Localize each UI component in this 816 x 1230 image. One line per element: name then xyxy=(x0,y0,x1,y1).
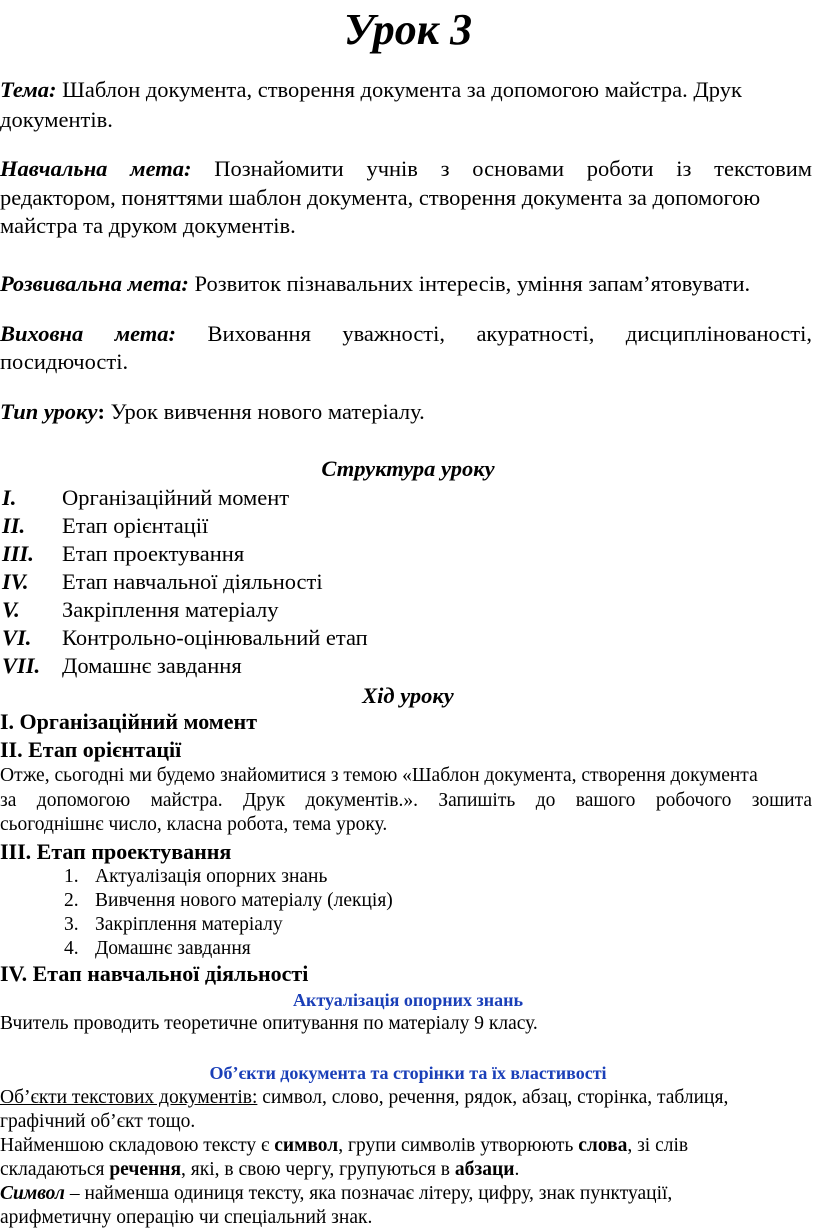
list-item: III. Етап проектування xyxy=(2,541,245,566)
objects-title: Об’єкти документа та сторінки та їх властивості xyxy=(209,1063,607,1083)
edu-goal-text: Познайомити учнів з основами роботи із текстовим xyxy=(191,156,812,181)
edu-goal-line-3: майстра та друком документів. xyxy=(0,213,296,238)
orientation-line-2: за допомогою майстра. Друк документів.». Запишіть до вашого робочого зошита xyxy=(0,790,812,811)
dev-goal-text: Розвиток пізнавальних інтересів, уміння запам’ятовувати. xyxy=(188,271,751,296)
list-item: 2. Вивчення нового матеріалу (лекція) xyxy=(64,890,393,911)
lesson-type-text: Урок вивчення нового матеріалу. xyxy=(104,399,425,424)
objects-line-2: графічний об’єкт тощо. xyxy=(0,1111,196,1132)
topic-line-2: документів. xyxy=(0,107,113,132)
lesson-type-line: Тип уроку: Урок вивчення нового матеріалу. xyxy=(0,399,425,424)
symbol-label: Символ xyxy=(0,1183,65,1204)
lesson-flow-title: Хід уроку xyxy=(362,683,454,708)
actualization-title: Актуалізація опорних знань xyxy=(293,990,523,1010)
objects-label: Об’єкти текстових документів: xyxy=(0,1087,258,1108)
dev-goal-line xyxy=(0,270,750,298)
topic-text: Шаблон документа, створення документа за допомогою майстра. Друк xyxy=(56,77,742,102)
topic-label: Тема: xyxy=(0,77,57,102)
upbringing-goal-line-2: посидючості. xyxy=(0,349,129,374)
topic-line-1 xyxy=(0,76,742,104)
list-item: V. Закріплення матеріалу xyxy=(2,597,279,622)
symbol-line-2: арифметичну операцію чи спеціальний знак. xyxy=(0,1207,373,1228)
list-item: IV. Етап навчальної діяльності xyxy=(2,569,323,594)
orientation-line-1: Отже, сьогодні ми будемо знайомитися з темою «Шаблон документа, створення документа xyxy=(0,765,758,786)
smallest-line-1: Найменшою складовою тексту є символ, групи символів утворюють слова, зі слів xyxy=(0,1135,689,1156)
list-item: II. Етап орієнтації xyxy=(2,513,209,538)
list-item: 1. Актуалізація опорних знань xyxy=(64,866,328,887)
teacher-text: Вчитель проводить теоретичне опитування по матеріалу 9 класу. xyxy=(0,1013,538,1034)
page-title: Урок 3 xyxy=(343,5,473,54)
lesson-type-label: Тип уроку xyxy=(0,399,98,424)
section-heading-2: II. Етап орієнтації xyxy=(0,737,182,762)
dev-goal-label: Розвивальна мета: xyxy=(0,271,189,296)
orientation-line-3: сьогоднішнє число, класна робота, тема уроку. xyxy=(0,814,388,835)
objects-line-1: Об’єкти текстових документів: символ, слово, речення, рядок, абзац, сторінка, таблиця, xyxy=(0,1087,729,1108)
list-item: VII. Домашнє завдання xyxy=(2,653,242,678)
upbringing-goal-text: Виховання уважності, акуратності, дисциплінованості, xyxy=(176,321,812,346)
upbringing-goal-line-1 xyxy=(0,320,812,348)
edu-goal-line-2: редактором, поняттями шаблон документа, створення документа за допомогою xyxy=(0,185,761,210)
structure-title: Структура уроку xyxy=(321,456,495,481)
section-heading-3: III. Етап проектування xyxy=(0,839,232,864)
smallest-line-2: складаються речення, які, в свою чергу, групуються в абзаци. xyxy=(0,1159,520,1180)
section-heading-4: IV. Етап навчальної діяльності xyxy=(0,961,309,986)
list-item: I. Організаційний момент xyxy=(2,485,290,510)
symbol-line-1: Символ – найменша одиниця тексту, яка позначає літеру, цифру, знак пунктуації, xyxy=(0,1183,673,1204)
section-heading-1: I. Організаційний момент xyxy=(0,709,258,734)
list-item: 3. Закріплення матеріалу xyxy=(64,914,283,935)
edu-goal-line-1 xyxy=(0,155,812,183)
list-item: 4. Домашнє завдання xyxy=(64,938,251,959)
list-item: VI. Контрольно-оцінювальний етап xyxy=(2,625,368,650)
edu-goal-label: Навчальна мета: xyxy=(0,156,192,181)
upbringing-goal-label: Виховна мета: xyxy=(0,321,177,346)
